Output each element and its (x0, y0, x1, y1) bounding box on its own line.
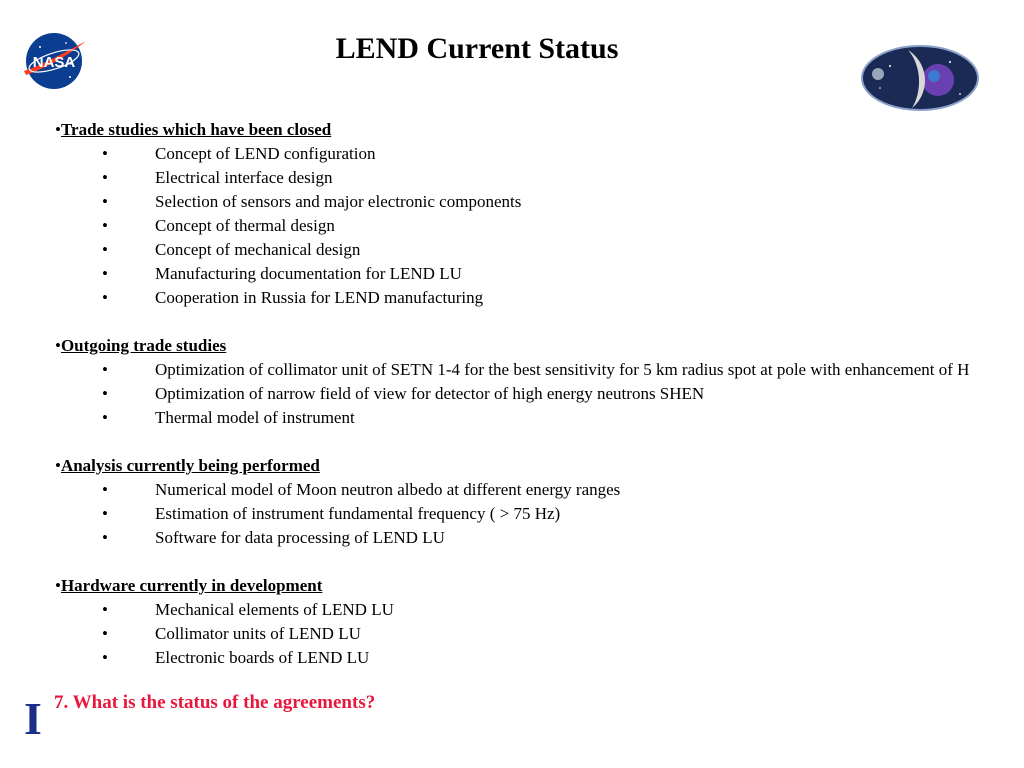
list-item: • Software for data processing of LEND LU (102, 528, 445, 547)
nasa-logo-text: NASA (32, 54, 76, 71)
list-item: • Electrical interface design (102, 168, 333, 187)
section-hardware: •Hardware currently in development • Mechanical elements of LEND LU • Collimator units of LEND LU • Electronic boards of LEND LU (55, 574, 985, 670)
list-item: • Numerical model of Moon neutron albedo at different energy ranges (102, 480, 621, 499)
list-item: • Optimization of narrow field of view for detector of high energy neutrons SHEN (102, 384, 705, 403)
agreements-question: 7. What is the status of the agreements? (54, 692, 376, 713)
list-item: • Electronic boards of LEND LU (102, 648, 370, 667)
list-item: • Thermal model of instrument (102, 408, 355, 427)
section-analysis: •Analysis currently being performed • Numerical model of Moon neutron albedo at different energy ranges • Estimation of instrument fundamental frequency ( > 75 Hz) • Software for data processing of LEND LU (55, 454, 985, 550)
list-item: • Concept of thermal design (102, 216, 335, 235)
content-body (55, 118, 985, 694)
section-closed-trade-studies: •Trade studies which have been closed • Concept of LEND configuration • Electrical interface design • Selection of sensors and major electronic components • Concept of thermal design • Concept of mechanical design • Manufacturing documentation for LEND LU • Cooperation in Russia for LEND manufacturing (55, 118, 985, 310)
section-outgoing-trade-studies: •Outgoing trade studies • Optimization of collimator unit of SETN 1-4 for the best sensitivity for 5 km radius spot at pole with enhancement of H • Optimization of narrow field of view for detector of high energy neutrons SHEN • Thermal model of instrument (55, 334, 985, 430)
list-item: • Optimization of collimator unit of SETN 1-4 for the best sensitivity for 5 km radius spot at pole with enhancement of H (102, 360, 970, 379)
list-item: • Estimation of instrument fundamental frequency ( > 75 Hz) (102, 504, 561, 523)
list-item: • Cooperation in Russia for LEND manufacturing (102, 288, 484, 307)
section-heading: Outgoing trade studies (60, 336, 227, 355)
list-item: • Manufacturing documentation for LEND LU (102, 264, 462, 283)
list-item: • Concept of LEND configuration (102, 144, 376, 163)
list-item: • Mechanical elements of LEND LU (102, 600, 394, 619)
list-item: • Concept of mechanical design (102, 240, 361, 259)
list-item: • Selection of sensors and major electronic components (102, 192, 522, 211)
side-mark: I (24, 693, 42, 744)
list-item: • Collimator units of LEND LU (102, 624, 361, 643)
page-title: LEND Current Status (335, 32, 619, 65)
section-heading: Analysis currently being performed (60, 456, 320, 475)
section-heading: Trade studies which have been closed (60, 120, 332, 139)
section-heading: Hardware currently in development (60, 576, 323, 595)
